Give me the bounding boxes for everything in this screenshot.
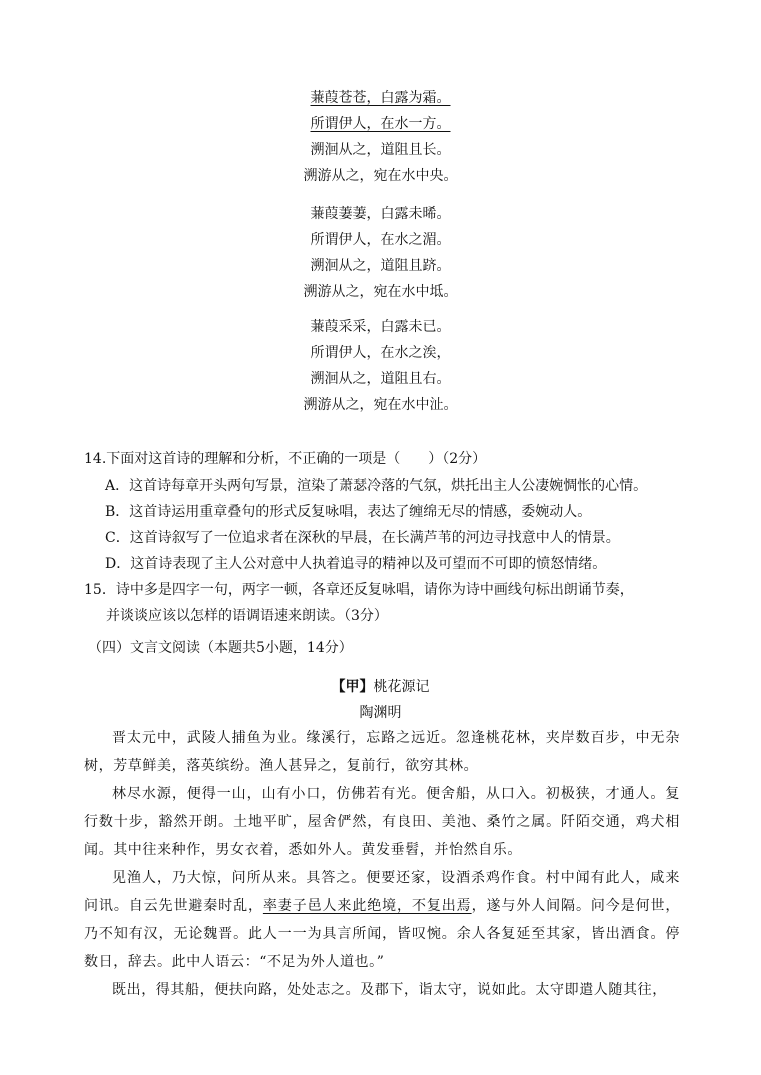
poem-line: 蒹葭采采，白露未已。 <box>310 319 451 335</box>
question-14-stem: 14.下面对这首诗的理解和分析，不正确的一项是（ ）（2分） <box>84 451 487 467</box>
text-title <box>0 677 761 697</box>
paragraph: 晋太元中，武陵人捕鱼为业。缘溪行，忘路之远近。忽逢桃花林，夹岸数百步，中无杂树，芳草鲜美，落英缤纷。渔人甚异之，复前行，欲穷其林。 <box>84 730 680 774</box>
text-tag: 【甲】 <box>331 679 374 695</box>
poem-line: 溯洄从之，道阻且长。 <box>310 142 451 158</box>
underlined-sentence: 率妻子邑人来此绝境，不复出焉 <box>262 898 472 914</box>
section-heading: （四）文言文阅读（本题共5小题，14分） <box>88 640 353 656</box>
poem-line: 溯游从之，宛在水中央。 <box>303 168 458 184</box>
poem-line <box>0 88 761 108</box>
text-title-name: 桃花源记 <box>373 679 430 695</box>
question-14-option-a: A．这首诗每章开头两句写景，渲染了萧瑟冷落的气氛，烘托出主人公凄婉惆怅的心情。 <box>105 478 648 494</box>
question-14-option-b: B．这首诗运用重章叠句的形式反复咏唱，表达了缠绵无尽的情感，委婉动人。 <box>105 504 592 520</box>
question-14-option-d: D．这首诗表现了主人公对意中人执着追寻的精神以及可望而不可即的愤怒情绪。 <box>105 556 607 572</box>
underlined-poem-line: 所谓伊人，在水一方。 <box>310 116 451 132</box>
text-author: 陶渊明 <box>359 705 402 721</box>
paragraph <box>84 864 680 976</box>
underlined-poem-line: 蒹葭苍苍，白露为霜。 <box>310 90 451 106</box>
question-15-stem: 15．诗中多是四字一句，两字一顿，各章还反复咏唱，请你为诗中画线句标出朗诵节奏， <box>84 582 634 598</box>
question-15-continuation: 并谈谈应该以怎样的语调语速来朗读。（3分） <box>106 608 388 624</box>
paragraph-text: 见渔人，乃大惊，问所从来。具答之。便要还家，设酒杀鸡作食。村中闻有此人，咸来问讯。自云先世避秦时乱， <box>84 870 680 914</box>
poem-line: 溯游从之，宛在水中沚。 <box>303 397 458 413</box>
poem-line <box>0 114 761 134</box>
paragraph-text: ，遂与外人间隔。问今是何世，乃不知有汉，无论魏晋。此人一一为具言所闻，皆叹惋。余人各复延至其家，皆出酒食。停数日，辞去。此中人语云：“不足为外人道也。” <box>84 898 680 970</box>
question-14-option-c: C．这首诗叙写了一位追求者在深秋的早晨，在长满芦苇的河边寻找意中人的情景。 <box>105 530 620 546</box>
classical-text <box>84 724 680 1004</box>
paragraph: 既出，得其船，便扶向路，处处志之。及郡下，诣太守，说如此。太守即遣人随其往， <box>112 982 667 998</box>
paragraph: 林尽水源，便得一山，山有小口，仿佛若有光。便舍船，从口入。初极狭，才通人。复行数十步，豁然开朗。土地平旷，屋舍俨然，有良田、美池、桑竹之属。阡陌交通，鸡犬相闻。其中往来种作，男女衣着，悉如外人。黄发垂髫，并怡然自乐。 <box>84 786 680 858</box>
poem-line: 所谓伊人，在水之涘， <box>310 345 451 361</box>
poem-line: 溯洄从之，道阻且跻。 <box>310 258 451 274</box>
poem-line: 所谓伊人，在水之湄。 <box>310 232 451 248</box>
poem-line: 溯洄从之，道阻且右。 <box>310 371 451 387</box>
poem-line: 溯游从之，宛在水中坻。 <box>303 284 458 300</box>
poem-line: 蒹葭萋萋，白露未晞。 <box>310 206 451 222</box>
